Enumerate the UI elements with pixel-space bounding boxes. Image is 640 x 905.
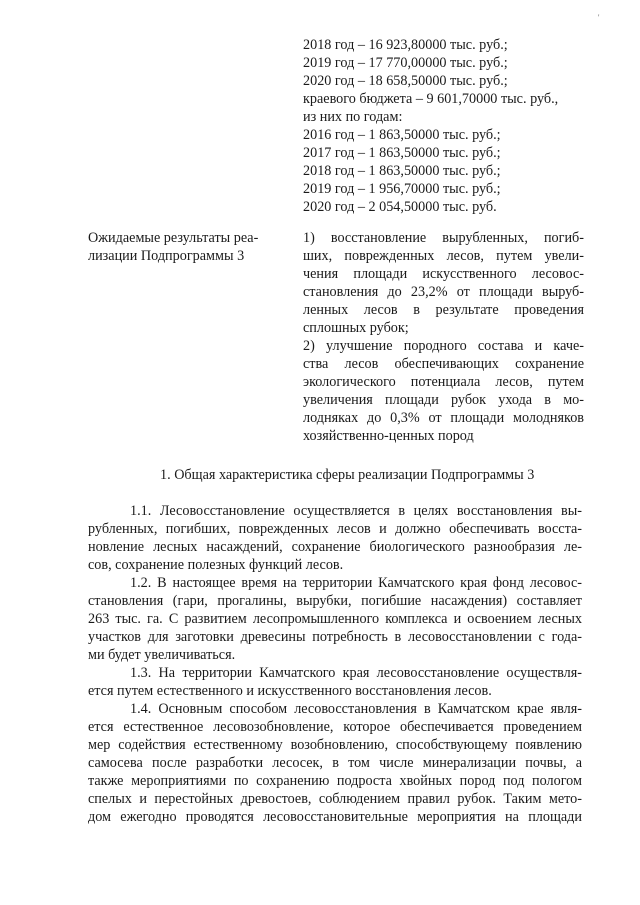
results-line: ства лесов обеспечивающих сохранение [303, 356, 584, 372]
funding-line: 2020 год – 18 658,50000 тыс. руб.; [303, 73, 508, 89]
results-line: становления до 23,2% от площади выруб- [303, 284, 584, 300]
results-line: 1) восстановление вырубленных, погиб- [303, 230, 584, 246]
body-line: ется естественное лесовозобновление, которое обеспечивается проведением [88, 719, 582, 735]
section-heading: 1. Общая характеристика сферы реализации Подпрограммы 3 [160, 467, 535, 483]
results-label-line: Ожидаемые результаты реа- [88, 230, 259, 246]
results-line: 2) улучшение породного состава и каче- [303, 338, 584, 354]
body-line: 1.3. На территории Камчатского края лесовосстановление осуществля- [130, 665, 582, 681]
funding-line: 2016 год – 1 863,50000 тыс. руб.; [303, 127, 501, 143]
body-line: сов, сохранение полезных функций лесов. [88, 557, 344, 573]
results-line: экологического потенциала лесов, путем [303, 374, 584, 390]
results-line: чения площади искусственного лесовос- [303, 266, 584, 282]
body-line: спелых и перестойных древостоев, соблюдением правил рубок. Таким мето- [88, 791, 582, 807]
funding-line: 2017 год – 1 863,50000 тыс. руб.; [303, 145, 501, 161]
body-line: также мероприятиями по сохранению подроста хвойных пород под пологом [88, 773, 582, 789]
body-line: 1.4. Основным способом лесовосстановления в Камчатском крае явля- [130, 701, 582, 717]
funding-line: 2019 год – 1 956,70000 тыс. руб.; [303, 181, 501, 197]
results-line: ленных лесов в результате проведения [303, 302, 584, 318]
body-line: новление лесных насаждений, сохранение биологического разнообразия ле- [88, 539, 582, 555]
funding-line: 2020 год – 2 054,50000 тыс. руб. [303, 199, 497, 215]
funding-line: 2019 год – 17 770,00000 тыс. руб.; [303, 55, 508, 71]
funding-line: из них по годам: [303, 109, 403, 125]
body-line: дом ежегодно проводятся лесовосстановительные мероприятия на площади [88, 809, 582, 825]
body-line: 1.1. Лесовосстановление осуществляется в целях восстановления вы- [130, 503, 582, 519]
results-line: сплошных рубок; [303, 320, 409, 336]
funding-line: 2018 год – 1 863,50000 тыс. руб.; [303, 163, 501, 179]
body-line: мер содействия естественному возобновлению, способствующему появлению [88, 737, 582, 753]
results-line: лодняках до 0,3% от площади молодняков [303, 410, 584, 426]
results-line: ших, поврежденных лесов, путем увели- [303, 248, 584, 264]
results-line: увеличения площади рубок ухода в мо- [303, 392, 584, 408]
results-label-line: лизации Подпрограммы 3 [88, 248, 245, 264]
body-line: ми будет увеличиваться. [88, 647, 236, 663]
body-line: участков для заготовки древесины потребность в лесовосстановлении с года- [88, 629, 582, 645]
results-line: хозяйственно-ценных пород [303, 428, 474, 444]
body-line: становления (гари, прогалины, вырубки, погибшие насаждения) составляет [88, 593, 582, 609]
body-line: ется путем естественного и искусственного восстановления лесов. [88, 683, 492, 699]
body-line: 1.2. В настоящее время на территории Камчатского края фонд лесовос- [130, 575, 582, 591]
body-line: 263 тыс. га. С развитием лесопромышленного комплекса и освоением лесных [88, 611, 582, 627]
body-line: рубленных, погибших, поврежденных лесов и должно обеспечивать восста- [88, 521, 582, 537]
funding-line: 2018 год – 16 923,80000 тыс. руб.; [303, 37, 508, 53]
funding-line: краевого бюджета – 9 601,70000 тыс. руб., [303, 91, 559, 107]
body-line: самосева после разработки лесосек, в том числе минерализации почвы, а [88, 755, 582, 771]
page-mark: ' [598, 13, 600, 22]
